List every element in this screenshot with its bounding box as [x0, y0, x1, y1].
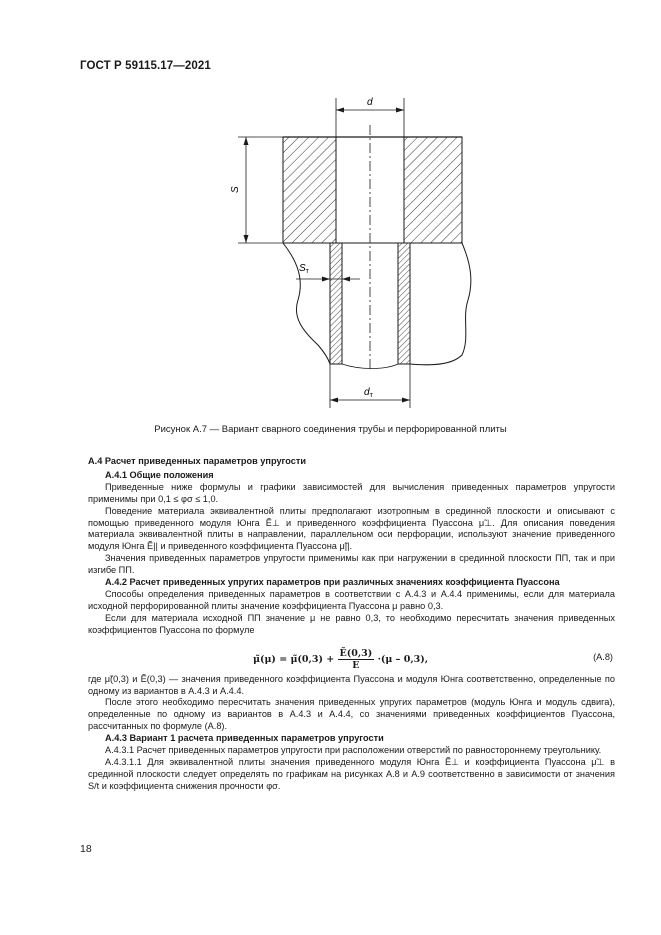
formula-right: ·(μ – 0,3), [377, 653, 429, 665]
body-text [88, 456, 615, 793]
formula-a8 [88, 642, 615, 672]
document-header: ГОСТ Р 59115.17—2021 [80, 60, 211, 72]
paragraph-3: Значения приведенных параметров упругости применимы как при нагружении в срединной плоскости ПП, так и при изгибе ПП. [88, 553, 615, 576]
paragraph-8: А.4.3.1 Расчет приведенных параметров упругости при расположении отверстий по равностороннему треугольнику. [105, 745, 602, 756]
svg-text:dт [364, 387, 374, 399]
formula-left: μ̃(μ) = μ̃(0,3) + [253, 653, 335, 665]
paragraph-5: Если для материала исходной ПП значение μ не равно 0,3, то необходимо пересчитать значения приведенных коэффициентов Пуассона по формуле [88, 612, 615, 635]
formula-numerator: Ẽ(0,3) [339, 647, 373, 659]
label-d: d [367, 97, 373, 108]
paragraph-9: А.4.3.1.1 Для эквивалентной плиты значения приведенного модуля Юнга Ẽ⊥ и коэффициента Пуассона μ̃⊥ в срединной плоскости следует определять по графикам на рисунках А.8 и А.9 соответственно в зависимости от значения S/t и коэффициента снижения прочности φσ. [88, 756, 615, 791]
label-st-sub: т [305, 268, 309, 275]
paragraph-1: Приведенные ниже формулы и графики зависимостей для вычисления приведенных параметров упругости применимы при 0,1 ≤ φσ ≤ 1,0. [88, 481, 615, 504]
plate-break-outline [283, 243, 330, 364]
paragraph-4: Способы определения приведенных параметров в соответствии с А.4.3 и А.4.4 применимы, если для материала исходной перфорированной плиты значение коэффициента Пуассона μ равно 0,3. [88, 588, 615, 611]
section-heading-a41: А.4.1 Общие положения [105, 469, 214, 480]
tube-wall-right [398, 243, 410, 364]
label-dt-sub: т [369, 392, 373, 399]
label-st: S [299, 263, 306, 274]
plate-left-section [283, 137, 336, 243]
paragraph-2: Поведение материала эквивалентной плиты предполагают изотропным в срединной плоскости и описывают с помощью приведенного модуля Юнга Ẽ⊥ и приведенного коэффициента Пуассона μ̃⊥. Для описания поведения материала эквивалентной плиты в направлении, параллельном оси перфорации, используют значение приведенного модуля Юнга Ẽ|| и приведенного коэффициента Пуассона μ̃||. [88, 505, 615, 552]
section-heading-a42: А.4.2 Расчет приведенных упругих параметров при различных значениях коэффициента Пуассона [105, 577, 560, 588]
formula-denominator: E [352, 659, 360, 671]
label-dt: d [364, 387, 370, 398]
figure-caption: Рисунок А.7 — Вариант сварного соединения трубы и перфорированной плиты [154, 424, 507, 435]
paragraph-7: После этого необходимо пересчитать значения приведенных упругих параметров (модуль Юнга и модуль сдвига), определенные по одному из вариантов в А.4.3 и А.4.4, со значениями приведенных коэффициентов Пуассона, рассчитанных по формуле (А.8). [88, 697, 615, 732]
plate-right-section [404, 137, 462, 243]
svg-text:Sт [299, 263, 310, 275]
label-s: S [230, 186, 241, 193]
page-number: 18 [80, 843, 92, 855]
formula-label: (А.8) [593, 651, 613, 662]
paragraph-6: где μ̃(0,3) и Ẽ(0,3) — значения приведенного коэффициента Пуассона и модуля Юнга соответственно, определенные по одному из вариантов в А.4.3 и А.4.4. [88, 673, 615, 696]
section-heading-a4: А.4 Расчет приведенных параметров упругости [88, 456, 307, 466]
section-heading-a43: А.4.3 Вариант 1 расчета приведенных параметров упругости [105, 733, 384, 744]
weld-joint-figure [0, 0, 661, 420]
tube-wall-left [330, 243, 342, 364]
